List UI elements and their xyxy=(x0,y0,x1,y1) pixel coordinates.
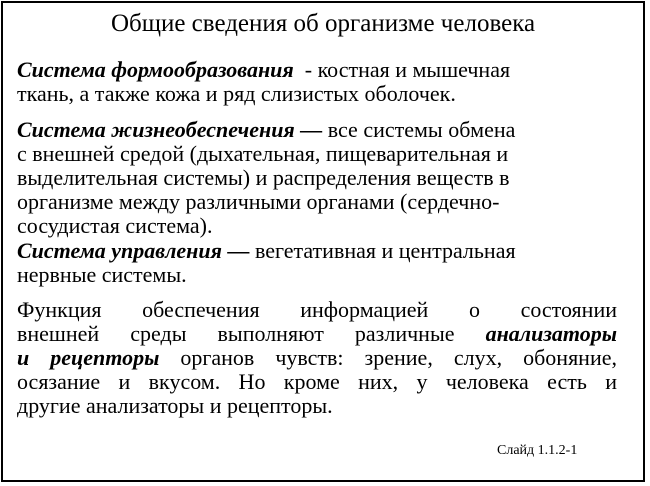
term-receptors: и рецепторы xyxy=(17,345,160,370)
paragraph-line: сосудистая система). xyxy=(17,213,213,238)
paragraph-line xyxy=(17,322,617,346)
paragraph-text: вегетативная и центральная xyxy=(249,238,516,263)
term-control-system: Система управления — xyxy=(17,238,250,263)
term-formation-system: Система формообразования xyxy=(17,57,294,82)
paragraph-line: нервные системы. xyxy=(17,262,187,287)
paragraph-formation-system xyxy=(17,58,617,106)
paragraph-text: - костная и мышечная xyxy=(293,57,511,82)
paragraph-line: ткань, а также кожа и ряд слизистых оболочек. xyxy=(17,81,456,106)
slide-number: Слайд 1.1.2-1 xyxy=(497,443,578,458)
paragraph-line: осязание и вкусом. Но кроме них, у человека есть и xyxy=(17,369,617,394)
paragraph-line xyxy=(17,58,617,82)
paragraph-line: Функция обеспечения информацией о состоянии xyxy=(17,297,617,322)
paragraph-text: органов чувств: зрение, слух, обоняние, xyxy=(159,345,617,370)
paragraph-line xyxy=(17,239,617,263)
paragraph-text: все системы обмена xyxy=(322,117,516,142)
slide-frame xyxy=(1,1,645,482)
paragraph-analyzers xyxy=(17,298,617,418)
paragraph-control-system xyxy=(17,239,617,287)
paragraph-life-support-system xyxy=(17,118,617,238)
paragraph-line xyxy=(17,118,617,142)
paragraph-line: организме между различными органами (сердечно- xyxy=(17,189,500,214)
paragraph-line: другие анализаторы и рецепторы. xyxy=(17,393,333,418)
paragraph-line: с внешней средой (дыхательная, пищеварительная и xyxy=(17,141,509,166)
slide-title: Общие сведения об организме человека xyxy=(110,10,536,37)
term-analyzers: анализаторы xyxy=(485,321,617,346)
paragraph-line: выделительная системы) и распределения веществ в xyxy=(17,165,510,190)
paragraph-line xyxy=(17,346,617,370)
term-life-support-system: Система жизнеобеспечения — xyxy=(17,117,323,142)
paragraph-text: внешней среды выполняют различные xyxy=(17,321,486,346)
